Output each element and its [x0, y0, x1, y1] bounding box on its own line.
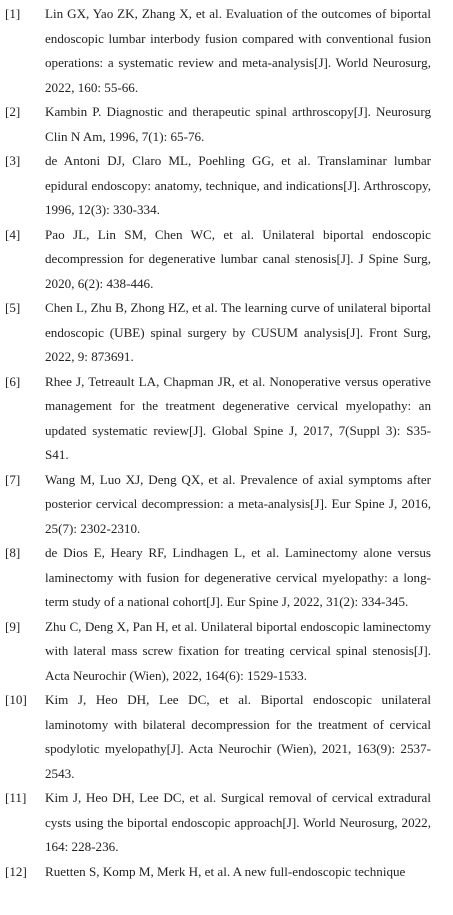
reference-number: [7] — [5, 471, 21, 487]
reference-item-8 — [0, 541, 453, 615]
reference-text: Ruetten S, Komp M, Merk H, et al. A new full-endoscopic technique — [45, 863, 406, 879]
reference-item-3 — [0, 149, 453, 223]
reference-number: [8] — [5, 545, 21, 560]
reference-text: Lin GX, Yao ZK, Zhang X, et al. Evaluation of the outcomes of biportal endoscopic lumbar interbody fusion compared with conventional fusion operations: a systematic review and meta-analysis[J]. World Neurosurg, 2022, 160: 55-66. — [45, 6, 431, 95]
reference-text: de Dios E, Heary RF, Lindhagen L, et al. Laminectomy alone versus laminectomy with fusion for degenerative cervical myelopathy: a long-term study of a national cohort[J]. Eur Spine J, 2022, 31(2): 334-345. — [45, 545, 431, 609]
reference-item-12 — [0, 860, 453, 885]
reference-text: Wang M, Luo XJ, Deng QX, et al. Prevalence of axial symptoms after posterior cervical decompression: a meta-analysis[J]. Eur Spine J, 2016, 25(7): 2302-2310. — [45, 471, 431, 536]
reference-item-1 — [0, 2, 453, 100]
reference-number: [4] — [5, 226, 21, 242]
reference-item-4 — [0, 223, 453, 297]
reference-text: Kambin P. Diagnostic and therapeutic spinal arthroscopy[J]. Neurosurg Clin N Am, 1996, 7(1): 65-76. — [45, 104, 431, 144]
reference-item-10 — [0, 688, 453, 786]
reference-text: Kim J, Heo DH, Lee DC, et al. Biportal endoscopic unilateral laminotomy with bilateral decompression for the treatment of cervical spodylotic myelopathy[J]. Acta Neurochir (Wien), 2021, 163(9): 2537-2543. — [45, 692, 431, 781]
reference-number: [11] — [5, 790, 27, 805]
reference-number: [9] — [5, 618, 21, 634]
reference-text: Rhee J, Tetreault LA, Chapman JR, et al. Nonoperative versus operative management for the treatment degenerative cervical myelopathy: an updated systematic review[J]. Global Spine J, 2017, 7(Suppl 3): S35-S41. — [45, 373, 431, 462]
reference-text: Chen L, Zhu B, Zhong HZ, et al. The learning curve of unilateral biportal endoscopic (UBE) spinal surgery by CUSUM analysis[J]. Front Surg, 2022, 9: 873691. — [45, 300, 431, 364]
reference-text: Kim J, Heo DH, Lee DC, et al. Surgical removal of cervical extradural cysts using the biportal endoscopic approach[J]. World Neurosurg, 2022, 164: 228-236. — [45, 790, 431, 854]
reference-item-5 — [0, 296, 453, 370]
reference-item-7 — [0, 468, 453, 542]
reference-text: Zhu C, Deng X, Pan H, et al. Unilateral biportal endoscopic laminectomy with lateral mass screw fixation for treating cervical spinal stenosis[J]. Acta Neurochir (Wien), 2022, 164(6): 1529-1533. — [45, 618, 431, 683]
reference-number: [12] — [5, 863, 27, 879]
reference-number: [6] — [5, 373, 21, 389]
reference-number: [10] — [5, 692, 27, 707]
reference-item-2 — [0, 100, 453, 149]
reference-item-11 — [0, 786, 453, 860]
reference-item-6 — [0, 370, 453, 468]
reference-number: [5] — [5, 300, 21, 315]
reference-text: de Antoni DJ, Claro ML, Poehling GG, et al. Translaminar lumbar epidural endoscopy: anatomy, technique, and indications[J]. Arthroscopy, 1996, 12(3): 330-334. — [45, 153, 431, 217]
reference-number: [2] — [5, 104, 21, 119]
reference-number: [1] — [5, 6, 21, 21]
reference-item-9 — [0, 615, 453, 689]
reference-text: Pao JL, Lin SM, Chen WC, et al. Unilateral biportal endoscopic decompression for degenerative lumbar canal stenosis[J]. J Spine Surg, 2020, 6(2): 438-446. — [45, 226, 431, 291]
reference-number: [3] — [5, 153, 21, 168]
